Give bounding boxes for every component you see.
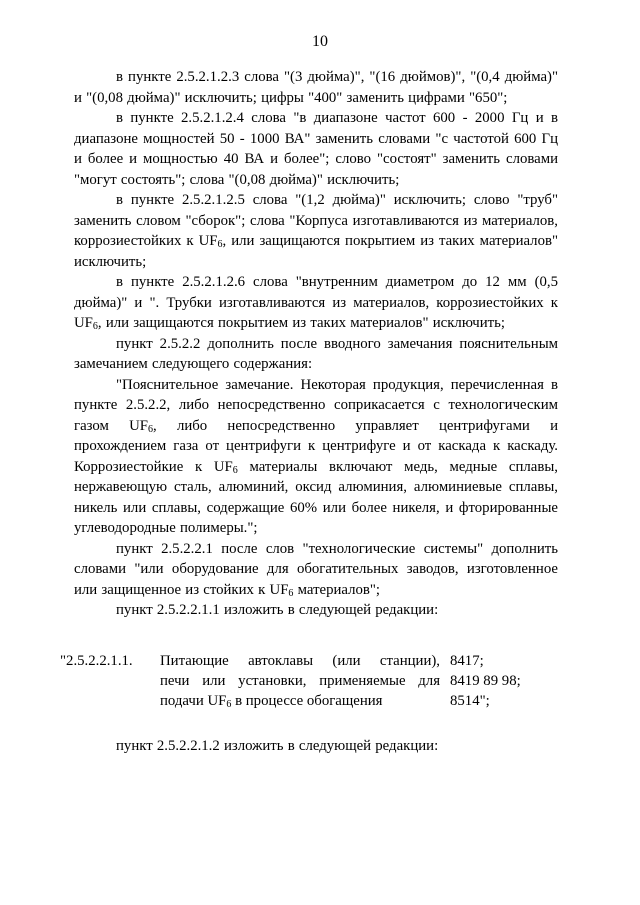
- text-run: пункт 2.5.2.2.1 после слов "технологические системы" дополнить словами "или оборудование для обогатительных заводов, изготовленное или защищенное из стойких к UF: [74, 540, 558, 598]
- subscript: 6: [148, 423, 154, 435]
- entry-row: [60, 691, 560, 711]
- text-run: материалов";: [293, 581, 381, 598]
- entry-id-spacer: [60, 671, 160, 691]
- text-run: , или защищаются покрытием из таких материалов" исключить;: [97, 315, 505, 331]
- paragraph-p7: [74, 539, 558, 601]
- entry-id-spacer: [60, 691, 160, 711]
- text-run: , или защищаются покрытием из таких материалов" исключить;: [74, 233, 558, 270]
- subscript: 6: [288, 587, 294, 599]
- subscript: 6: [217, 239, 223, 250]
- subscript: 6: [92, 321, 98, 332]
- paragraph-p5: пункт 2.5.2.2 дополнить после вводного замечания пояснительным замечанием следующего содержания:: [74, 335, 558, 372]
- entry-row: [60, 671, 560, 691]
- text-run: в пункте 2.5.2.1.2.5 слова "(1,2 дюйма)" исключить; слово "труб" заменить словом "сборок"; слова "Корпуса изготавливаются из материалов, коррозиестойких к UF: [74, 192, 558, 249]
- final-paragraph: пункт 2.5.2.2.1.2 изложить в следующей редакции:: [116, 738, 439, 754]
- entry-code: 8514";: [450, 693, 490, 709]
- entry-row: [60, 651, 560, 671]
- subscript: 6: [232, 464, 238, 476]
- text-run: , либо непосредственно управляет центрифугами и прохождением газа от центрифуги к центрифуге и от каскада к каскаду. Коррозиестойкие к UF: [74, 417, 558, 475]
- entry-code: 8417;: [450, 653, 484, 669]
- text-run: в процессе обогащения: [231, 693, 383, 709]
- paragraph-p8: пункт 2.5.2.2.1.1 изложить в следующей редакции:: [116, 602, 439, 618]
- paragraph-p1: в пункте 2.5.2.1.2.3 слова "(3 дюйма)", "(16 дюймов)", "(0,4 дюйма)" и "(0,08 дюйма)" исключить; цифры "400" заменить цифрами "650";: [74, 69, 558, 106]
- entry-block: [60, 651, 560, 711]
- subscript: 6: [226, 699, 232, 710]
- text-run: материалы включают медь, медные сплавы, нержавеющую сталь, алюминий, оксид алюминия, алюминиевые сплавы, никель или сплавы, содержащие 60% или более никеля, и фторированные углеводородные полимеры.";: [74, 458, 558, 536]
- body-text: [74, 67, 558, 621]
- paragraph-p2: в пункте 2.5.2.1.2.4 слова "в диапазоне частот 600 - 2000 Гц и в диапазоне мощностей 50 - 1000 ВА" заменить словами "с частотой 600 Гц и более и мощностью 40 ВА и более"; слово "состоят" заменить словами "могут состоять"; слова "(0,08 дюйма)" исключить;: [74, 110, 558, 188]
- text-run: в пункте 2.5.2.1.2.6 слова "внутренним диаметром до 12 мм (0,5 дюйма)" и ". Трубки изготавливаются из материалов, коррозиестойких к UF: [74, 274, 558, 331]
- entry-desc: печи или установки, применяемые для: [160, 673, 440, 689]
- page-number: 10: [312, 33, 328, 50]
- text-run: подачи UF: [160, 693, 227, 709]
- final-paragraph-block: [74, 736, 558, 756]
- text-run: "Пояснительное замечание. Некоторая продукция, перечисленная в пункте 2.5.2.2, либо непосредственно соприкасается с технологическим газом UF: [74, 376, 558, 434]
- entry-desc: [160, 691, 440, 711]
- paragraph-p6: [74, 375, 558, 539]
- entry-code: 8419 89 98;: [450, 673, 521, 689]
- entry-id: "2.5.2.2.1.1.: [60, 653, 133, 669]
- paragraph-p3: [74, 190, 558, 272]
- paragraph-p4: [74, 272, 558, 334]
- entry-desc: Питающие автоклавы (или станции),: [160, 653, 440, 669]
